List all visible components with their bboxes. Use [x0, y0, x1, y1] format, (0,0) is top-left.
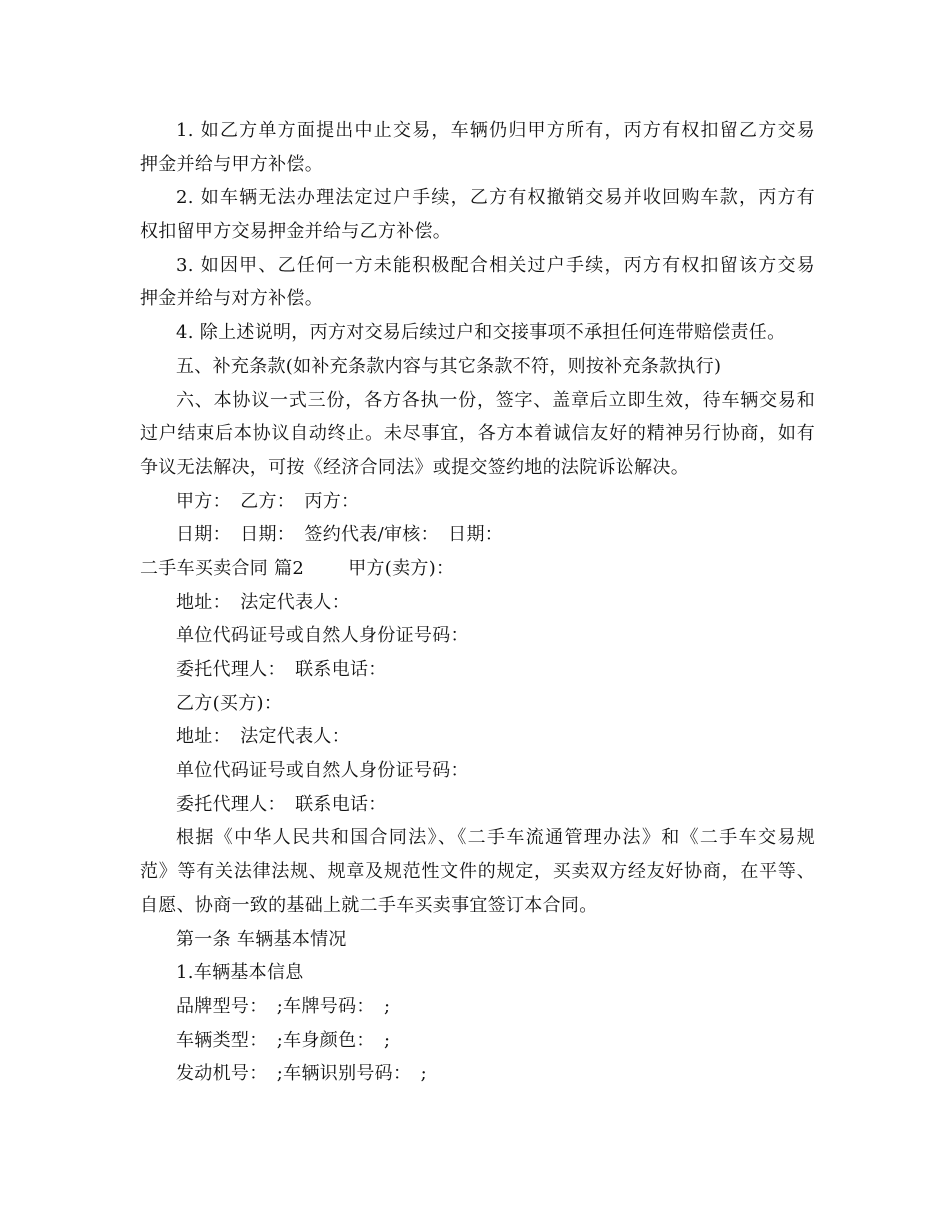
- clause-1-line-2: 押金并给与甲方补偿。: [140, 153, 323, 175]
- party-a-seller-label: 甲方(卖方)：: [348, 557, 455, 579]
- clause-3-line-1: 3. 如因甲、乙任何一方未能积极配合相关过户手续，丙方有权扣留该方交易: [176, 254, 815, 276]
- signature-parties-line: 甲方： 乙方： 丙方：: [176, 490, 360, 512]
- party-a-address-line: 地址： 法定代表人：: [176, 591, 350, 613]
- section-6-line-1: 六、本协议一式三份，各方各执一份，签字、盖章后立即生效，待车辆交易和: [176, 389, 815, 411]
- signature-dates-line: 日期： 日期： 签约代表/审核： 日期：: [176, 524, 504, 546]
- clause-2-line-1: 2. 如车辆无法办理法定过户手续，乙方有权撤销交易并收回购车款，丙方有: [176, 187, 815, 209]
- preamble-line-3: 自愿、协商一致的基础上就二手车买卖事宜签订本合同。: [140, 894, 598, 916]
- contract-2-heading-line: [140, 552, 815, 586]
- engine-vin-line: 发动机号： ;车辆识别号码： ;: [176, 1063, 427, 1085]
- brand-plate-line: 品牌型号： ;车牌号码： ;: [176, 995, 391, 1017]
- preamble-line-2: 范》等有关法律法规、规章及规范性文件的规定，买卖双方经友好协商，在平等、: [140, 861, 815, 883]
- clause-4-line: 4. 除上述说明，丙方对交易后续过户和交接事项不承担任何连带赔偿责任。: [176, 322, 786, 344]
- article-1-heading: 第一条 车辆基本情况: [176, 928, 347, 950]
- section-6-line-2: 过户结束后本协议自动终止。未尽事宜，各方本着诚信友好的精神另行协商，如有: [140, 423, 815, 445]
- party-a-agent-line: 委托代理人： 联系电话：: [176, 659, 387, 680]
- section-5-heading: 五、补充条款(如补充条款内容与其它条款不符，则按补充条款执行): [176, 355, 722, 377]
- clause-2-line-2: 权扣留甲方交易押金并给与乙方补偿。: [140, 221, 452, 243]
- party-b-address-line: 地址： 法定代表人：: [176, 726, 350, 748]
- vehicle-info-heading: 1.车辆基本信息: [176, 962, 304, 984]
- type-color-line: 车辆类型： ;车身颜色： ;: [176, 1029, 391, 1051]
- preamble-line-1: 根据《中华人民共和国合同法》、《二手车流通管理办法》和《二手车交易规: [176, 827, 815, 849]
- contract-2-title: 二手车买卖合同 篇2: [140, 557, 305, 579]
- clause-3-line-2: 押金并给与对方补偿。: [140, 288, 323, 310]
- party-b-agent-line: 委托代理人： 联系电话：: [176, 793, 387, 815]
- party-b-id-line: 单位代码证号或自然人身份证号码：: [176, 760, 469, 782]
- clause-1-line-1: 1. 如乙方单方面提出中止交易，车辆仍归甲方所有，丙方有权扣留乙方交易: [176, 120, 815, 141]
- document-page: [140, 114, 815, 1091]
- party-b-buyer-label: 乙方(买方)：: [176, 692, 283, 714]
- section-6-line-3: 争议无法解决，可按《经济合同法》或提交签约地的法院诉讼解决。: [140, 456, 689, 478]
- party-a-id-line: 单位代码证号或自然人身份证号码：: [176, 625, 469, 647]
